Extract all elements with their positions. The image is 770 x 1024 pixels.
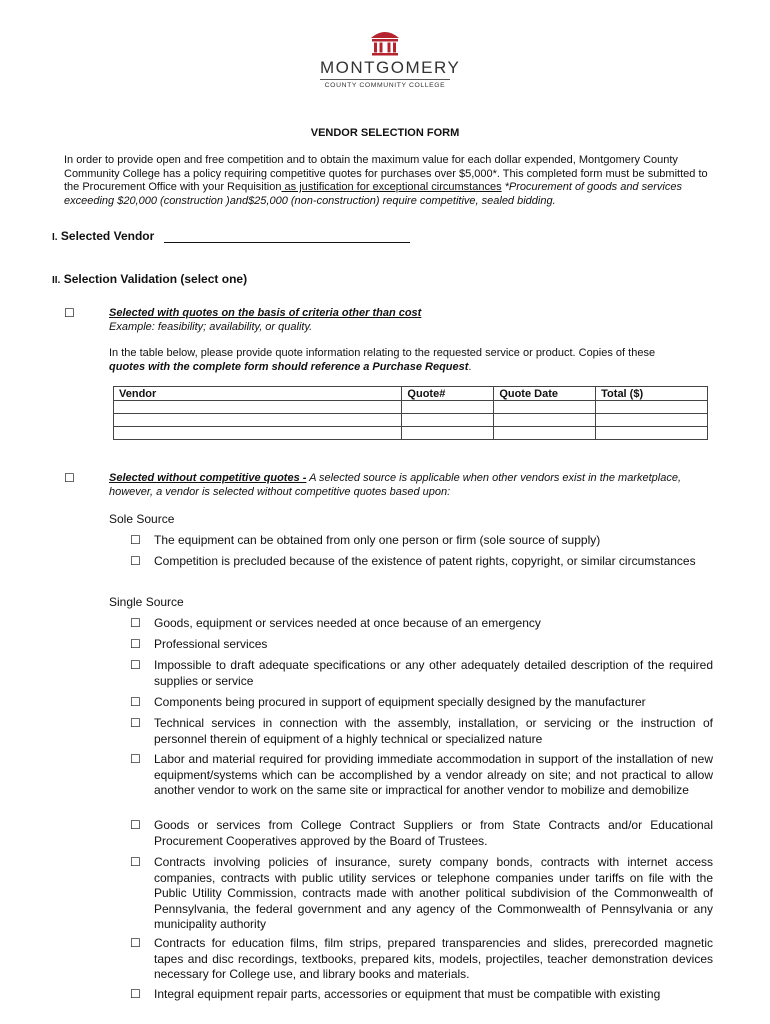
table-cell[interactable] [494, 414, 596, 427]
single-item-checkbox[interactable]: ☐ [130, 658, 141, 672]
header-vendor: Vendor [114, 387, 402, 401]
single-item-text: Components being procured in support of equipment specially designed by the manufacturer [154, 695, 646, 709]
sole-source-item [130, 533, 713, 549]
single-item-text: Goods, equipment or services needed at once because of an emergency [154, 616, 541, 630]
single-item-text: Integral equipment repair parts, accessories or equipment that must be compatible with existing [154, 987, 661, 1001]
option2-title: Selected without competitive quotes - [109, 472, 307, 484]
single-item-checkbox[interactable]: ☐ [130, 695, 141, 709]
option1-example: Example: feasibility; availability, or quality. [109, 320, 313, 333]
single-item-text: Impossible to draft adequate specifications or any other adequately detailed description of the required supplies or service [154, 658, 713, 688]
single-item-text: Professional services [154, 637, 268, 651]
header-quote-number: Quote# [402, 387, 494, 401]
header-quote-date: Quote Date [494, 387, 596, 401]
option1-description [109, 347, 719, 374]
single-source-heading: Single Source [109, 595, 184, 609]
table-cell[interactable] [494, 401, 596, 414]
single-source-item [130, 616, 713, 632]
header-total: Total ($) [596, 387, 708, 401]
section2-label: Selection Validation (select one) [63, 272, 248, 286]
selected-vendor-field[interactable] [164, 230, 410, 243]
table-row [114, 401, 708, 414]
single-item-text: Labor and material required for providing immediate accommodation in support of the installation of new equipment/systems which can be accomplished by a vendor already on site; and not practical to allow another vendor to work on the same site or impractical for another vendor to mobilize and demobilize [154, 752, 713, 797]
table-row [114, 414, 708, 427]
section1-number: I. [52, 232, 58, 243]
table-cell[interactable] [402, 427, 494, 440]
single-source-item [130, 752, 713, 799]
single-item-text: Goods or services from College Contract Suppliers or from State Contracts and/or Educational Procurement Cooperatives approved by the Board of Trustees. [154, 818, 713, 848]
college-logo [320, 28, 461, 89]
sole-item-text: Competition is precluded because of the existence of patent rights, copyright, or similar circumstances [154, 554, 696, 568]
single-item-checkbox[interactable]: ☐ [130, 637, 141, 651]
sole-source-heading: Sole Source [109, 512, 175, 526]
single-item-checkbox[interactable]: ☐ [130, 987, 141, 1001]
option2-text: A selected source is applicable when other vendors exist in the marketplace, however, a vendor is selected without competitive quotes based upon: [109, 472, 682, 498]
form-title: VENDOR SELECTION FORM [310, 127, 460, 139]
single-source-item [130, 658, 713, 689]
single-source-item [130, 716, 713, 747]
sole-item-text: The equipment can be obtained from only one person or firm (sole source of supply) [154, 533, 601, 547]
single-source-item [130, 695, 713, 711]
option1-bold-text: quotes with the complete form should reference a Purchase Request [109, 360, 469, 373]
table-cell[interactable] [596, 427, 708, 440]
quote-table-header [114, 387, 708, 401]
single-source-item [130, 818, 713, 849]
single-source-item [130, 936, 713, 983]
sole-item-checkbox[interactable]: ☐ [130, 533, 141, 547]
single-item-text: Technical services in connection with the assembly, installation, or servicing or the instruction of personnel therein of equipment of a highly technical or specialized nature [154, 716, 713, 746]
logo-name: MONTGOMERY [320, 58, 461, 77]
table-cell[interactable] [596, 401, 708, 414]
table-cell[interactable] [114, 427, 402, 440]
single-item-checkbox[interactable]: ☐ [130, 752, 141, 766]
table-cell[interactable] [494, 427, 596, 440]
intro-paragraph [64, 154, 712, 208]
sole-source-item [130, 554, 713, 570]
table-cell[interactable] [402, 401, 494, 414]
sole-item-checkbox[interactable]: ☐ [130, 554, 141, 568]
section-selected-vendor [52, 229, 410, 243]
option1-title-block [109, 307, 719, 334]
quote-table [113, 386, 708, 440]
section-selection-validation [52, 272, 247, 286]
section1-label: Selected Vendor [60, 229, 155, 243]
table-cell[interactable] [596, 414, 708, 427]
single-item-text: Contracts for education films, film strips, prepared transparencies and slides, prerecorded magnetic tapes and disc recordings, textbooks, prepared kits, models, projectiles, teacher demonstration devices necessary for College use, and library books and materials. [154, 936, 713, 981]
logo-subtitle: COUNTY COMMUNITY COLLEGE [320, 79, 450, 89]
intro-underlined: as justification for exceptional circumstances [281, 181, 502, 193]
single-source-item [130, 987, 713, 1003]
single-item-checkbox[interactable]: ☐ [130, 818, 141, 832]
single-item-checkbox[interactable]: ☐ [130, 716, 141, 730]
option1-checkbox[interactable]: ☐ [64, 306, 75, 320]
option2-block [109, 472, 715, 499]
table-cell[interactable] [402, 414, 494, 427]
option1-text: In the table below, please provide quote information relating to the requested service or product. Copies of these [109, 347, 656, 359]
single-source-item [130, 637, 713, 653]
option1-title: Selected with quotes on the basis of criteria other than cost [109, 307, 422, 319]
table-cell[interactable] [114, 401, 402, 414]
single-item-checkbox[interactable]: ☐ [130, 616, 141, 630]
single-source-item [130, 855, 713, 933]
table-cell[interactable] [114, 414, 402, 427]
single-item-text: Contracts involving policies of insurance, surety company bonds, contracts with internet access companies, contracts with public utility services or telephone companies under tariffs on file with the Public Utility Commission, contracts made with another political subdivision of the Commonwealth of Pennsylvania, the federal government and any agency of the Commonwealth of Pennsylvania or any municipality authority [154, 855, 713, 931]
single-item-checkbox[interactable]: ☐ [130, 936, 141, 950]
intro-text: In order to provide open and free competition and to obtain the maximum value for each dollar expended, Montgomery County Community College has a policy requiring competitive quotes for purchases over $5,000*. This completed form must be submitted to the Procurement Office with your Requisition [64, 154, 708, 193]
section2-number: II. [52, 275, 61, 286]
option1-end: . [468, 360, 472, 373]
table-row [114, 427, 708, 440]
option2-checkbox[interactable]: ☐ [64, 471, 75, 485]
intro-italic: *Procurement of goods and services exceeding $20,000 (construction )and$25,000 (non-construction) require competitive, sealed bidding. [64, 181, 682, 207]
building-icon [369, 28, 401, 56]
single-item-checkbox[interactable]: ☐ [130, 855, 141, 869]
